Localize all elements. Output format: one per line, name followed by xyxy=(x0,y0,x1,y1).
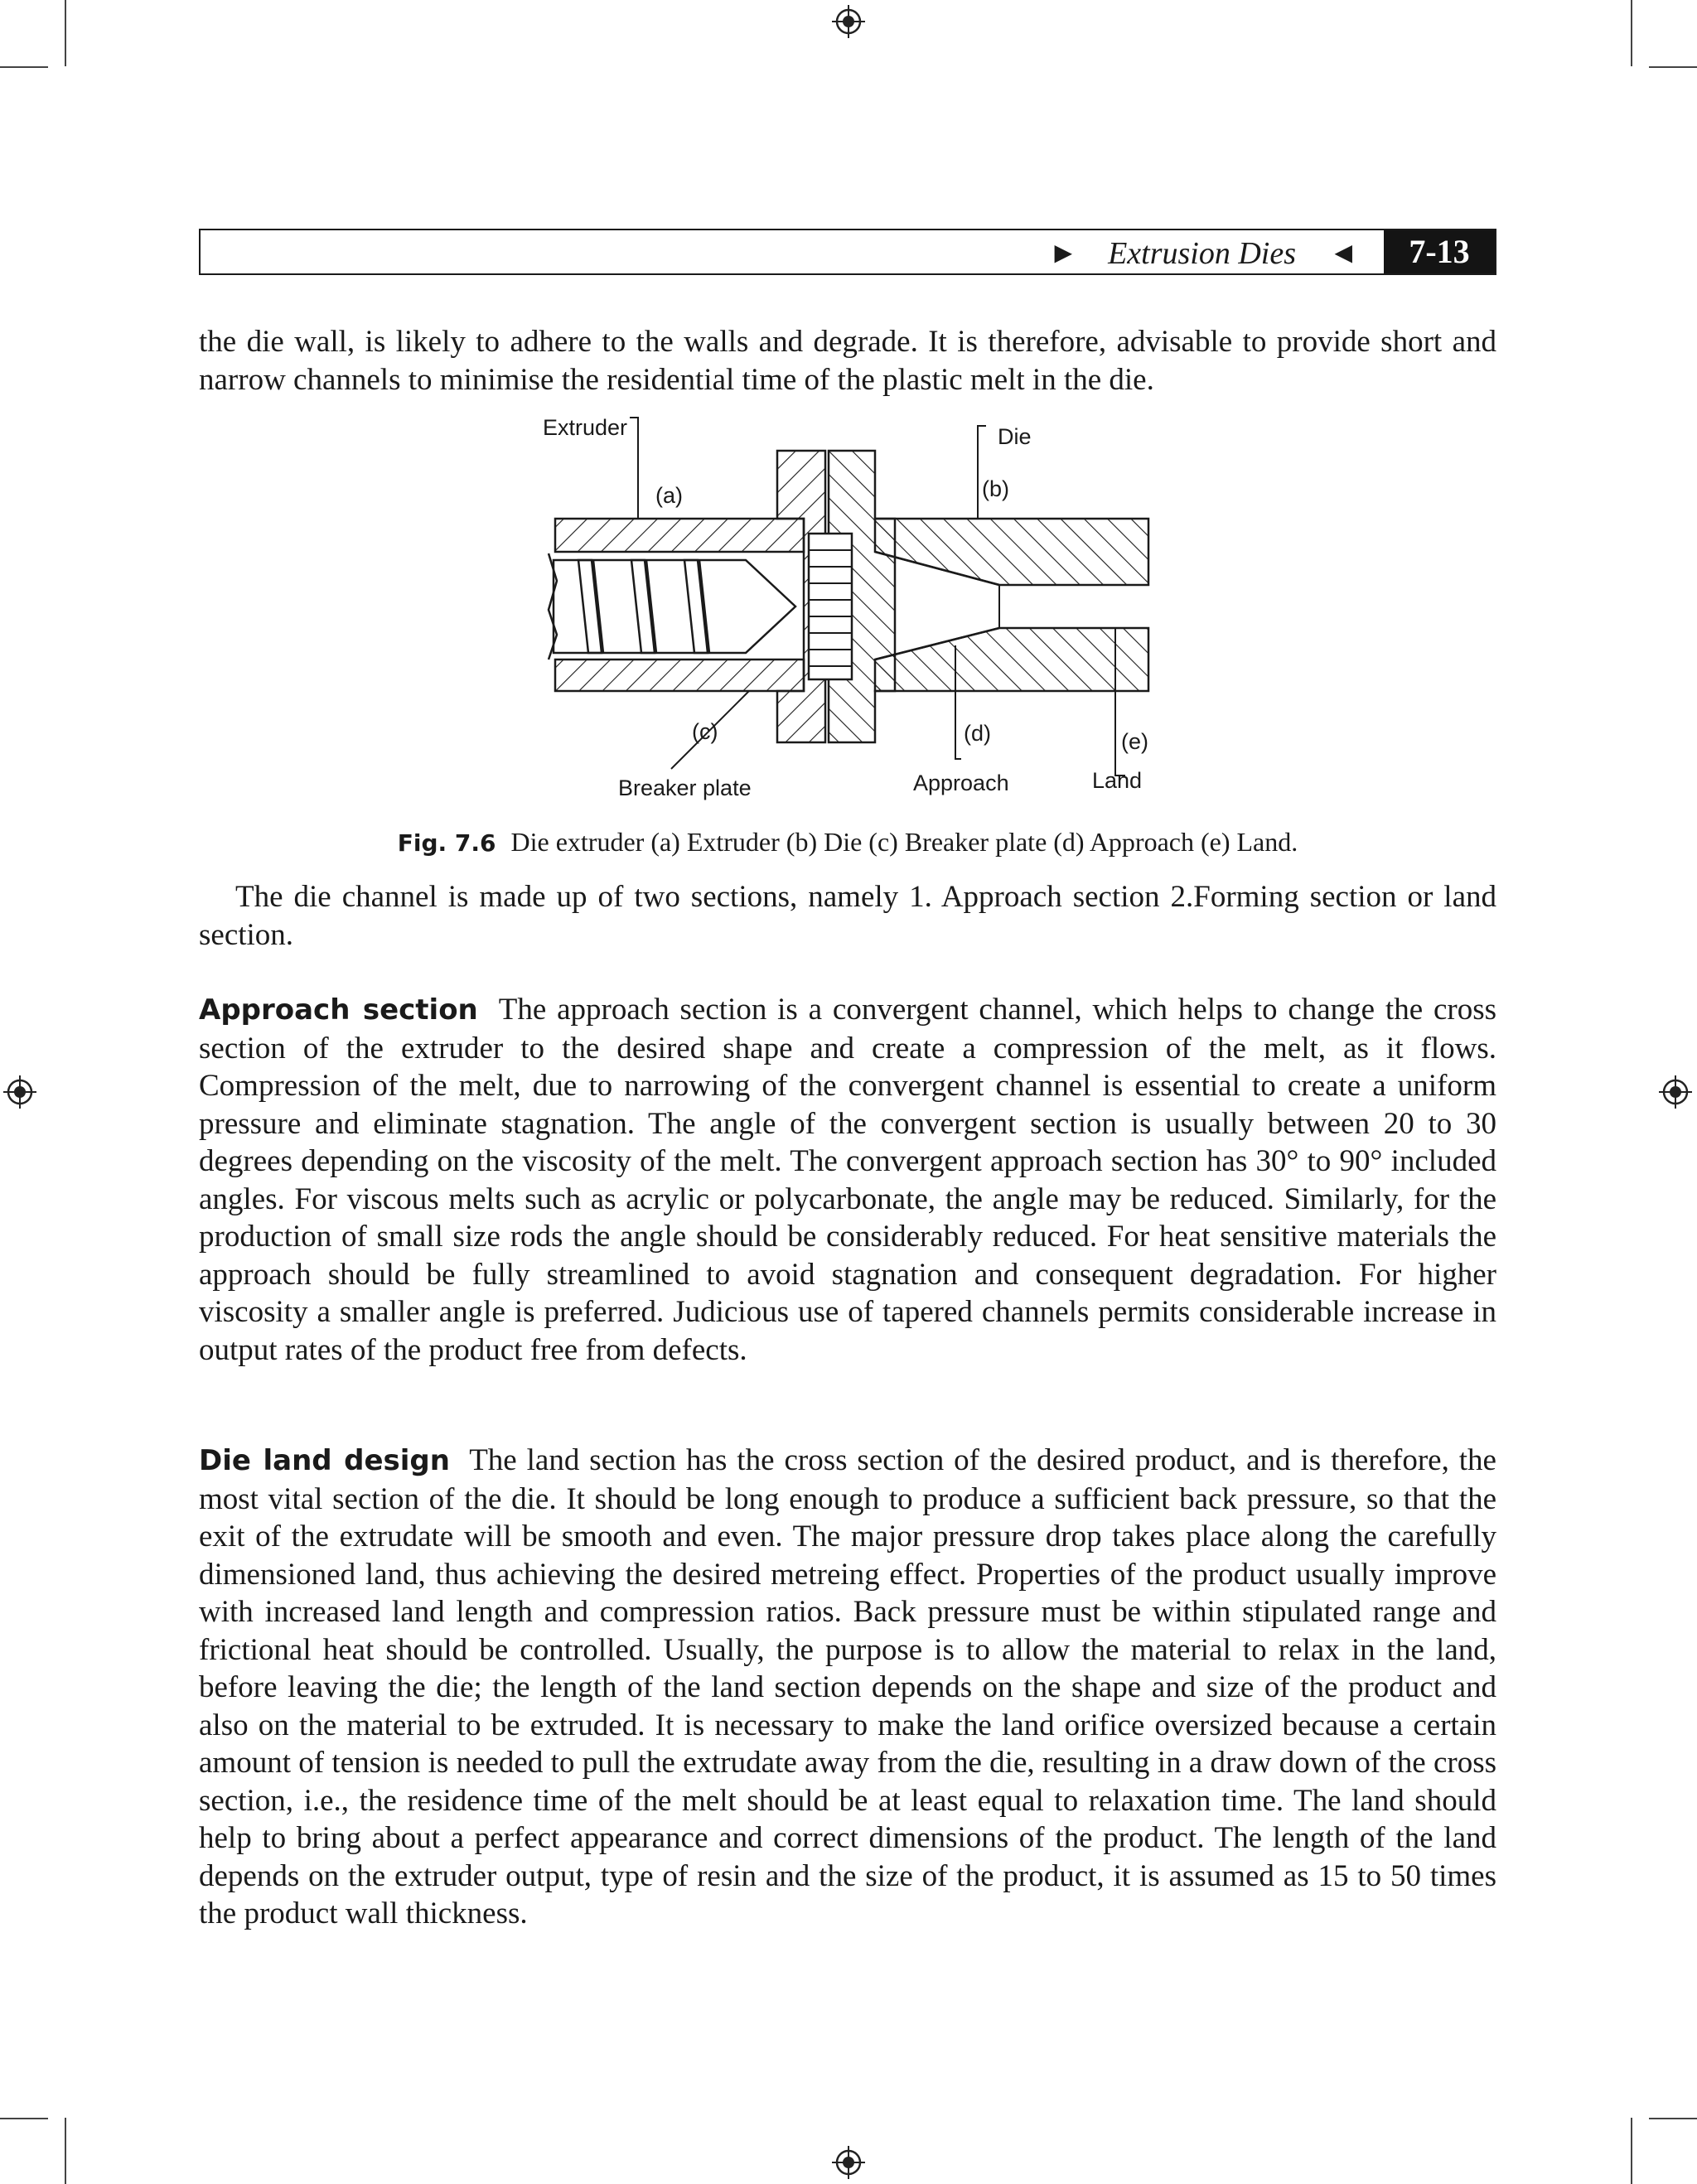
section-body: The land section has the cross section of the desired product, and is therefore, the most vital section of the die. It should be long enough to produce a sufficient back pressure, so that the exit of the extrudate will be smooth and even. The major pressure drop takes place along the carefully dimensioned land, thus achieving the desired metreing effect. Properties of the product usually improve with increased land length and compression ratios. Back pressure must be within stipulated range and frictional heat should be controlled. Usually, the purpose is to allow the material to relax in the land, before leaving the die; the length of the land section depends on the shape and size of the product and also on the material to be extruded. It is necessary to make the land orifice oversized because a certain amount of tension is needed to pull the extrudate away from the die, resulting in a draw down of the cross section, i.e., the residence time of the melt should be at least equal to relaxation time. The land should help to bring about a perfect appearance and correct dimensions of the product. The length of the land depends on the extruder output, type of resin and the size of the product, it is assumed as 15 to 50 times the product wall thickness. xyxy=(199,1443,1496,1930)
extruder-barrel-bottom xyxy=(555,660,804,691)
section-die-land xyxy=(199,1442,1496,1933)
crop-mark xyxy=(1649,66,1697,68)
label-land: Land xyxy=(1092,768,1143,793)
registration-mark-icon xyxy=(832,5,865,38)
crop-mark xyxy=(65,2118,66,2184)
crop-mark xyxy=(0,2118,48,2119)
running-header xyxy=(199,229,1496,275)
section-heading: Die land design xyxy=(199,1444,450,1477)
section-heading: Approach section xyxy=(199,993,478,1027)
screw-flights xyxy=(578,560,709,653)
die-extruder-diagram xyxy=(530,411,1177,809)
paragraph: the die wall, is likely to adhere to the walls and degrade. It is therefore, advisable to provide short and narrow channels to minimise the residential time of the plastic melt in the die. xyxy=(199,325,1496,397)
figure-caption-text: Die extruder (a) Extruder (b) Die (c) Breaker plate (d) Approach (e) Land. xyxy=(510,827,1298,857)
figure-caption xyxy=(199,825,1496,860)
section-body: The approach section is a convergent channel, which helps to change the cross section of the extruder to the desired shape and create a compression of the melt, as it flows. Compression of the melt, due to narrowing of the convergent channel is essential to create a uniform pressure and eliminate stagnation. The angle of the convergent section is usually between 20 to 30 degrees depending on the viscosity of the melt. The convergent approach section has 30° to 90° included angles. For viscous melts such as acrylic or polycarbonate, the angle may be reduced. Similarly, for the production of small size rods the angle should be considerably reduced. For heat sensitive materials the approach should be fully streamlined to avoid stagnation and consequent degradation. For higher viscosity a smaller angle is preferred. Judicious use of tapered channels permits considerable increase in output rates of the product free from defects. xyxy=(199,993,1496,1367)
label-extruder: Extruder xyxy=(543,415,628,440)
die-body-bottom xyxy=(875,628,1148,691)
running-title: Extrusion Dies xyxy=(1108,236,1296,271)
section-approach xyxy=(199,991,1496,1369)
crop-mark xyxy=(1631,2118,1632,2184)
label-a: (a) xyxy=(655,483,683,508)
crop-mark xyxy=(1631,0,1632,66)
label-breaker-plate: Breaker plate xyxy=(618,776,752,800)
extruder-barrel-top xyxy=(555,519,804,552)
breaker-plate xyxy=(809,534,852,679)
label-b: (b) xyxy=(982,476,1009,501)
paragraph: The die channel is made up of two sections, namely 1. Approach section 2.Forming section or land section. xyxy=(199,880,1496,952)
triangle-left-icon: ◀ xyxy=(1334,240,1352,266)
label-c: (c) xyxy=(692,719,718,744)
label-approach: Approach xyxy=(913,771,1009,795)
registration-mark-icon xyxy=(832,2146,865,2179)
crop-mark xyxy=(1649,2118,1697,2119)
registration-mark-icon xyxy=(3,1075,36,1109)
crop-mark xyxy=(0,66,48,68)
die-body-top xyxy=(875,519,1148,585)
label-die: Die xyxy=(998,424,1032,449)
page-number: 7-13 xyxy=(1384,230,1495,273)
triangle-right-icon: ▶ xyxy=(1054,240,1072,266)
label-d: (d) xyxy=(964,721,991,746)
extruder-screw xyxy=(554,560,795,653)
registration-mark-icon xyxy=(1659,1075,1692,1109)
crop-mark xyxy=(65,0,66,66)
figure-number: Fig. 7.6 xyxy=(397,829,496,857)
label-e: (e) xyxy=(1121,729,1148,754)
